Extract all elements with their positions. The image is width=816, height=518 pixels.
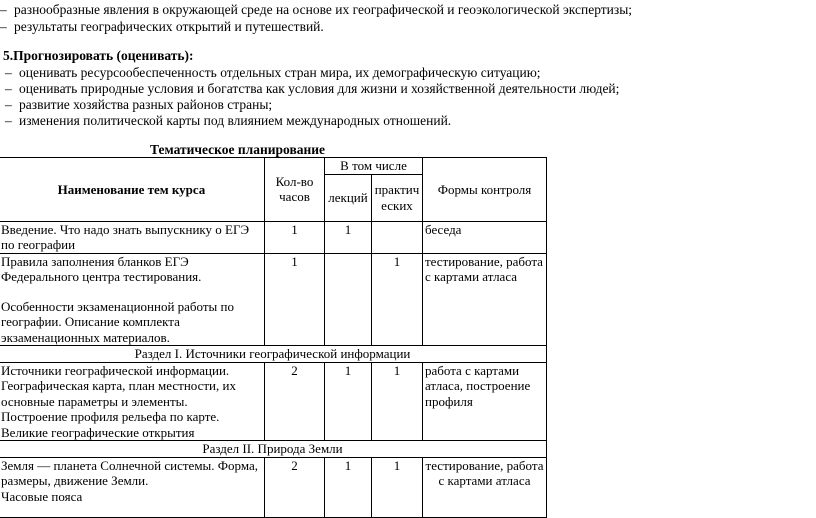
topic-line: Часовые пояса <box>1 488 83 504</box>
intro-item-text: разнообразные явления в окружающей среде на основе их географической и геоэкологической экспертизы; <box>14 2 633 17</box>
section-row <box>0 441 547 458</box>
topic-cell <box>0 253 265 346</box>
section5-item <box>5 81 619 97</box>
topic-line: Великие географические открытия <box>1 424 195 440</box>
table-row <box>0 253 547 346</box>
control-cell: работа с картами атласа, построение профиля <box>423 362 547 441</box>
topic-cell <box>0 457 265 517</box>
table-row <box>0 362 547 441</box>
control-cell: беседа <box>423 221 547 253</box>
header-course: Наименование тем курса <box>0 158 265 222</box>
topic-line: Источники географической информации. <box>1 362 230 378</box>
topic-line: Особенности экзаменационной работы по географии. Описание комплекта экзаменационных материалов. <box>1 298 234 345</box>
thematic-plan-table <box>0 157 547 518</box>
dash: – <box>5 65 12 80</box>
section-row <box>0 346 547 363</box>
topic-line: Земля — планета Солнечной системы. Форма, размеры, движение Земли. <box>1 457 259 488</box>
practical-cell: 1 <box>372 457 423 517</box>
section-title: Раздел II. Природа Земли <box>0 441 547 458</box>
section5-item <box>5 65 541 81</box>
dash: – <box>0 19 7 34</box>
topic-cell: Введение. Что надо знать выпускнику о ЕГЭ по географии <box>0 221 265 253</box>
table-row <box>0 457 547 517</box>
lectures-cell: 1 <box>325 362 372 441</box>
control-cell: тестирование, работа с картами атласа <box>423 457 547 517</box>
control-cell: тестирование, работа с картами атласа <box>423 253 547 346</box>
hours-cell: 1 <box>265 221 325 253</box>
topic-line: Построение профиля рельефа по карте. <box>1 409 220 424</box>
lectures-cell: 1 <box>325 457 372 517</box>
practical-cell: 1 <box>372 253 423 346</box>
section5-item <box>5 97 272 113</box>
hours-cell: 2 <box>265 362 325 441</box>
section5-item-text: оценивать природные условия и богатства как условия для жизни и хозяйственной деятельности людей; <box>19 81 620 96</box>
section5-item-text: развитие хозяйства разных районов страны; <box>19 97 273 112</box>
header-including: В том числе <box>325 158 423 175</box>
section-title: Раздел I. Источники географической информации <box>0 346 547 363</box>
dash: – <box>5 113 12 128</box>
intro-item <box>0 2 632 18</box>
section5-heading: 5.Прогнозировать (оценивать): <box>3 48 194 63</box>
intro-item-text: результаты географических открытий и путешествий. <box>14 19 324 34</box>
section5-item-text: оценивать ресурсообеспеченность отдельных стран мира, их демографическую ситуацию; <box>19 65 541 80</box>
dash: – <box>5 81 12 96</box>
section5-item-text: изменения политической карты под влиянием международных отношений. <box>19 113 452 128</box>
header-lectures: лекций <box>325 174 372 221</box>
table-title: Тематическое планирование <box>150 142 326 157</box>
topic-line: Географическая карта, план местности, их основные параметры и элементы. <box>1 378 236 409</box>
table-row <box>0 221 547 253</box>
practical-cell: 1 <box>372 362 423 441</box>
lectures-cell: 1 <box>325 221 372 253</box>
dash: – <box>0 2 7 17</box>
header-control: Формы контроля <box>423 158 547 222</box>
lectures-cell <box>325 253 372 346</box>
dash: – <box>5 97 12 112</box>
intro-item <box>0 19 324 35</box>
hours-cell: 1 <box>265 253 325 346</box>
topic-cell <box>0 362 265 441</box>
hours-cell: 2 <box>265 457 325 517</box>
header-hours: Кол-во часов <box>265 158 325 222</box>
practical-cell <box>372 221 423 253</box>
header-practical: практических <box>372 174 423 221</box>
topic-line: Правила заполнения бланков ЕГЭ Федерального центра тестирования. <box>1 253 202 284</box>
section5-item <box>5 113 451 129</box>
